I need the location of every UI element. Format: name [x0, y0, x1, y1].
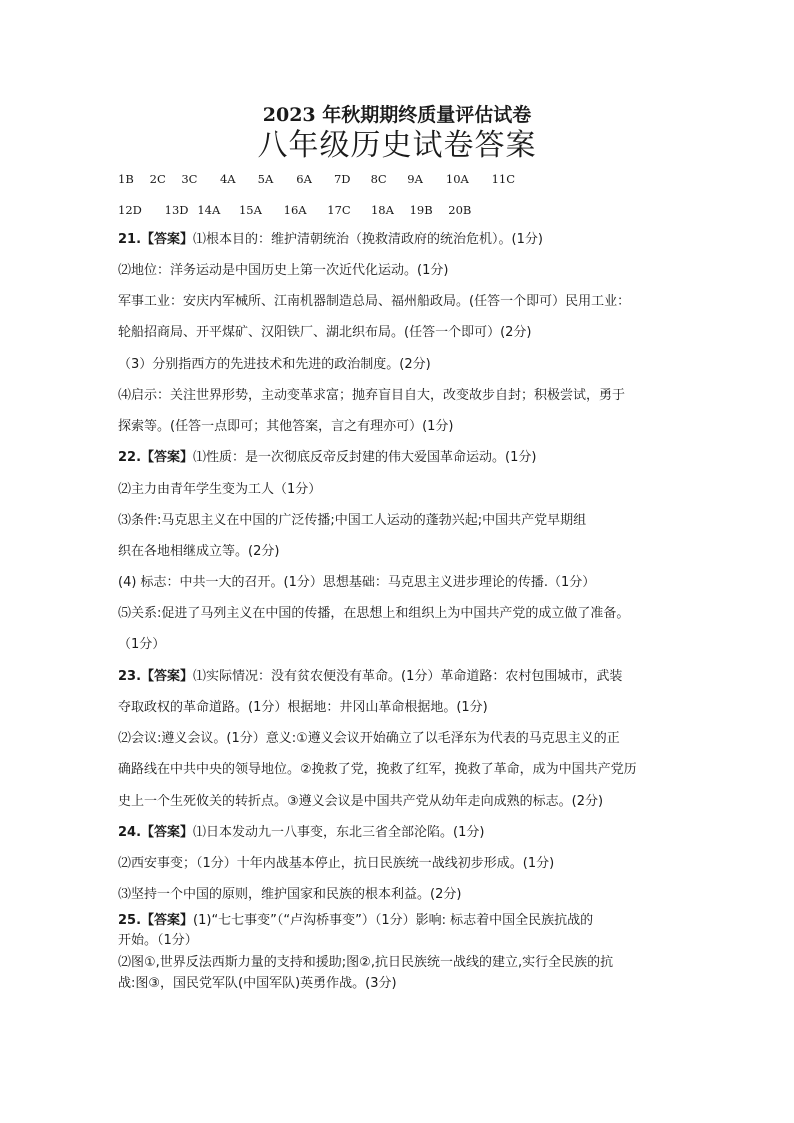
question-23-line-2: 夺取政权的革命道路。(1分）根据地：井冈山革命根据地。(1分)	[118, 700, 488, 715]
choice-answer: 6A	[296, 172, 312, 186]
question-number: 23.【答案】	[118, 669, 194, 684]
question-number: 21.【答案】	[118, 232, 194, 247]
question-21-line-1	[118, 231, 778, 249]
question-21-line-3: 军事工业：安庆内军械所、江南机器制造总局、福州船政局。(任答一个即可）民用工业：	[118, 294, 631, 309]
exam-subtitle: 八年级历史试卷答案	[257, 128, 537, 163]
question-23-line-3: ⑵会议:遵义会议。(1分）意义:①遵义会议开始确立了以毛泽东为代表的马克思主义的正	[118, 731, 620, 746]
question-25-line-1	[118, 912, 778, 930]
question-21-line-5: （3）分别指西方的先进技术和先进的政治制度。(2分)	[118, 357, 431, 372]
choice-answer: 13D	[164, 203, 189, 217]
choice-answer: 12D	[118, 203, 142, 217]
answer-text: ⑴性质：是一次彻底反帝反封建的伟大爱国革命运动。(1分)	[193, 450, 537, 465]
choice-answer: 11C	[491, 172, 515, 186]
question-22-line-2: ⑵主力由青年学生变为工人（1分）	[118, 482, 322, 497]
answer-text: (1)“七七事变”（“卢沟桥事变”）（1分）影响: 标志着中国全民族抗战的	[193, 913, 594, 928]
question-22-line-6: ⑸关系:促进了马列主义在中国的传播，在思想上和组织上为中国共产党的成立做了准备。	[118, 606, 630, 621]
question-25-line-4: 战:图③，国民党军队(中国军队)英勇作战。(3分)	[118, 976, 397, 991]
choice-answers-row-2	[118, 201, 778, 219]
question-24-line-1	[118, 824, 778, 842]
question-21-line-6: ⑷启示：关注世界形势，主动变革求富；抛弃盲目自大，改变故步自封；积极尝试，勇于	[118, 388, 626, 403]
question-21-line-2: ⑵地位：洋务运动是中国历史上第一次近代化运动。(1分)	[118, 263, 449, 278]
choice-answer: 10A	[445, 172, 469, 186]
choice-answer: 14A	[197, 203, 221, 217]
choice-answer: 20B	[448, 203, 472, 217]
question-25-line-2: 开始。（1分）	[118, 933, 198, 948]
question-22-line-4: 织在各地相继成立等。(2分)	[118, 544, 280, 559]
question-24-line-2: ⑵西安事变；（1分）十年内战基本停止，抗日民族统一战线初步形成。(1分)	[118, 856, 555, 871]
choice-answer: 9A	[407, 172, 423, 186]
question-number: 25.【答案】	[118, 913, 194, 928]
choice-answer: 17C	[327, 203, 351, 217]
choice-answer: 16A	[283, 203, 307, 217]
question-22-line-5: (4) 标志：中共一大的召开。(1分）思想基础：马克思主义进步理论的传播.（1分）	[118, 575, 596, 590]
choice-answer: 2C	[149, 172, 166, 186]
question-25-line-3: ⑵图①,世界反法西斯力量的支持和援助;图②,抗日民族统一战线的建立,实行全民族的抗	[118, 955, 614, 970]
question-21-line-4: 轮船招商局、开平煤矿、汉阳铁厂、湖北织布局。(任答一个即可）(2分)	[118, 325, 532, 340]
question-23-line-5: 史上一个生死攸关的转折点。③遵义会议是中国共产党从幼年走向成熟的标志。(2分)	[118, 794, 604, 809]
exam-title: 2023 年秋期期终质量评估试卷	[262, 104, 532, 126]
choice-answer: 3C	[181, 172, 198, 186]
question-number: 22.【答案】	[118, 450, 194, 465]
choice-answer: 15A	[238, 203, 262, 217]
choice-answer: 1B	[118, 172, 134, 186]
question-23-line-1	[118, 668, 778, 686]
question-number: 24.【答案】	[118, 825, 194, 840]
answer-text: ⑴根本目的：维护清朝统治（挽救清政府的统治危机）。(1分)	[193, 232, 543, 247]
question-22-line-7: （1分）	[118, 637, 166, 652]
choice-answer: 8C	[370, 172, 387, 186]
choice-answer: 5A	[257, 172, 274, 186]
choice-answer: 19B	[409, 203, 433, 217]
question-22-line-3: ⑶条件:马克思主义在中国的广泛传播;中国工人运动的蓬勃兴起;中国共产党早期组	[118, 513, 587, 528]
answer-text: ⑴实际情况：没有贫农便没有革命。(1分）革命道路：农村包围城市，武装	[193, 669, 623, 684]
question-24-line-3: ⑶坚持一个中国的原则，维护国家和民族的根本利益。(2分)	[118, 887, 462, 902]
choice-answers-row-1	[118, 170, 778, 188]
choice-answer: 18A	[370, 203, 394, 217]
choice-answer: 7D	[333, 172, 351, 186]
question-23-line-4: 确路线在中共中央的领导地位。②挽救了党，挽救了红军，挽救了革命，成为中国共产党历	[118, 762, 637, 777]
choice-answer: 4A	[219, 172, 236, 186]
question-22-line-1	[118, 449, 778, 467]
answer-text: ⑴日本发动九一八事变，东北三省全部沦陷。(1分)	[193, 825, 485, 840]
question-21-line-7: 探索等。(任答一点即可；其他答案，言之有理亦可）(1分)	[118, 419, 454, 434]
